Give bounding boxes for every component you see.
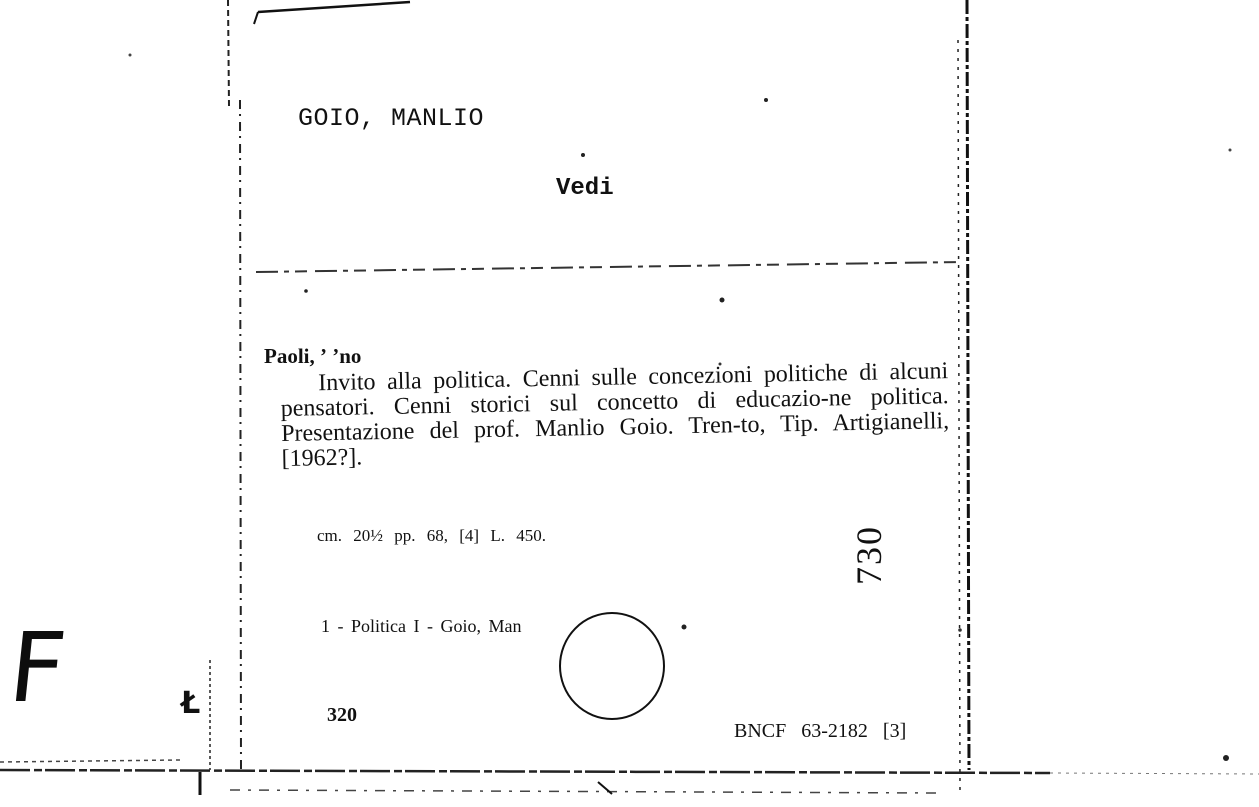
collation-line: cm. 20½ pp. 68, [4] L. 450. xyxy=(317,526,546,545)
author-name: Paoli, ʼ ʼno xyxy=(264,344,362,368)
see-reference-label: Vedi xyxy=(556,175,614,202)
margin-letter: F xyxy=(4,612,72,724)
heading-name: GOIO, MANLIO xyxy=(298,104,485,133)
subject-headings: 1 - Politica I - Goio, Man xyxy=(321,616,522,636)
title-description: Invito alla politica. Cenni sulle concezioni politiche di alcuni pensatori. Cenni storici sul concetto di educazio-ne politica. Presentazione del prof. Manlio Goio. Tren-to, Tip. Artigianelli, [1962?]. xyxy=(280,358,950,472)
library-reference: BNCF 63-2182 [3] xyxy=(734,720,907,742)
side-number: 730 xyxy=(849,525,889,585)
page-number: 320 xyxy=(327,704,357,726)
margin-mark: Ł xyxy=(181,686,201,721)
